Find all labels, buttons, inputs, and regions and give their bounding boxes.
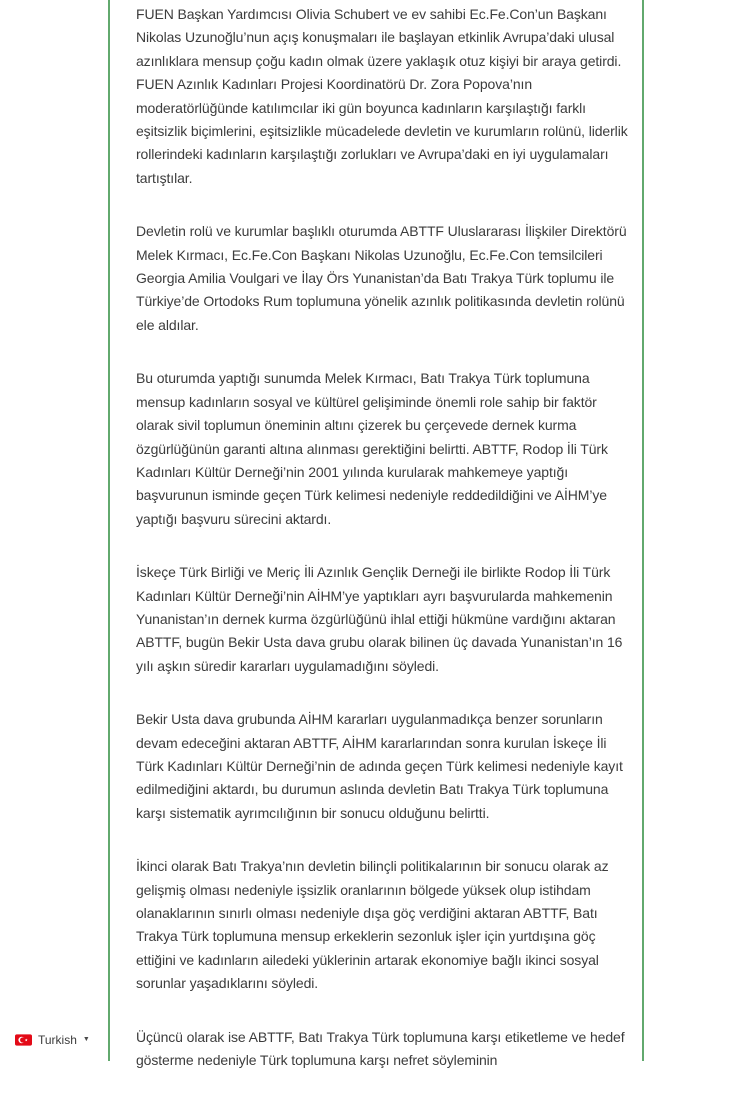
content-left-border (108, 0, 110, 1061)
article-paragraph: Üçüncü olarak ise ABTTF, Batı Trakya Türk toplumuna karşı etiketleme ve hedef gösterme nedeniyle Türk toplumuna karşı nefret söyleminin (136, 1028, 625, 1069)
article-paragraph: Devletin rolü ve kurumlar başlıklı oturumda ABTTF Uluslararası İlişkiler Direktörü Melek Kırmacı, Ec.Fe.Con Başkanı Nikolas Uzunoğlu, Ec.Fe.Con temsilcileri Georgia Amilia Voulgari ve İlay Örs Yunanistan’da Batı Trakya Türk toplumu ile Türkiye’de Ortodoks Rum toplumuna yönelik azınlık politikasında devletin rolünü ele aldılar. (136, 223, 627, 333)
turkish-flag-icon (15, 1034, 32, 1046)
language-selector[interactable] (15, 1032, 90, 1047)
article-body (136, 3, 630, 1102)
article-paragraph: FUEN Başkan Yardımcısı Olivia Schubert ve ev sahibi Ec.Fe.Con’un Başkanı Nikolas Uzunoğlu’nun açış konuşmaları ile başlayan etkinlik Avrupa’daki ulusal azınlıklara mensup çoğu kadın olmak üzere yaklaşık otuz kişiyi bir araya getirdi. FUEN Azınlık Kadınları Projesi Koordinatörü Dr. Zora Popova’nın moderatörlüğünde katılımcılar iki gün boyunca kadınların karşılaştığı farklı eşitsizlik biçimlerini, eşitsizlikle mücadelede devletin ve kurumların rolünü, liderlik rollerindeki kadınların karşılaştığı zorlukları ve Avrupa’daki en iyi uygulamaları tartıştılar. (136, 6, 628, 186)
language-selector-label: Turkish (38, 1032, 77, 1047)
article-paragraph: Bekir Usta dava grubunda AİHM kararları uygulanmadıkça benzer sorunların devam edeceğini aktaran ABTTF, AİHM kararlarından sonra kurulan İskeçe İli Türk Kadınları Kültür Derneği’nin de adında geçen Türk kelimesi nedeniyle kayıt edilmediğini aktardı, bu durumun aslında devletin Batı Trakya Türk toplumuna karşı sistematik ayrımcılığının bir sonucu olduğunu belirtti. (136, 711, 623, 821)
article-paragraph: İskeçe Türk Birliği ve Meriç İli Azınlık Gençlik Derneği ile birlikte Rodop İli Türk Kadınları Kültür Derneği’nin AİHM’ye yaptıkları ayrı başvurularda mahkemenin Yunanistan’ın dernek kurma özgürlüğünü ihlal ettiği hükmüne vardığını aktaran ABTTF, bugün Bekir Usta dava grubu olarak bilinen üç davada Yunanistan’ın 16 yılı aşkın süredir kararları uygulamadığını söyledi. (136, 564, 623, 674)
article-paragraph: İkinci olarak Batı Trakya’nın devletin bilinçli politikalarının bir sonucu olarak az gelişmiş olması nedeniyle işsizlik oranlarının bölgede yüksek olup istihdam olanaklarının sınırlı olması nedeniyle dışa göç verdiğini aktaran ABTTF, Batı Trakya Türk toplumuna mensup erkeklerin sezonluk işler için yurtdışına göç ettiğini ve kadınların ailedeki yüklerinin artarak ekonomiye bağlı ikinci sosyal sorunlar yaşadıklarını söyledi. (136, 858, 609, 992)
content-right-border (642, 0, 644, 1061)
chevron-down-icon: ▼ (82, 1036, 90, 1043)
article-paragraph: Bu oturumda yaptığı sunumda Melek Kırmacı, Batı Trakya Türk toplumuna mensup kadınların sosyal ve kültürel gelişiminde önemli role sahip bir faktör olarak sivil toplumun öneminin altını çizerek bu çerçevede dernek kurma özgürlüğünün garanti altına alınması gerektiğini belirtti. ABTTF, Rodop İli Türk Kadınları Kültür Derneği’nin 2001 yılında kurularak mahkemeye yaptığı başvurunun isminde geçen Türk kelimesi nedeniyle reddedildiğini ve AİHM’ye yaptığı başvuru sürecini aktardı. (136, 370, 608, 527)
